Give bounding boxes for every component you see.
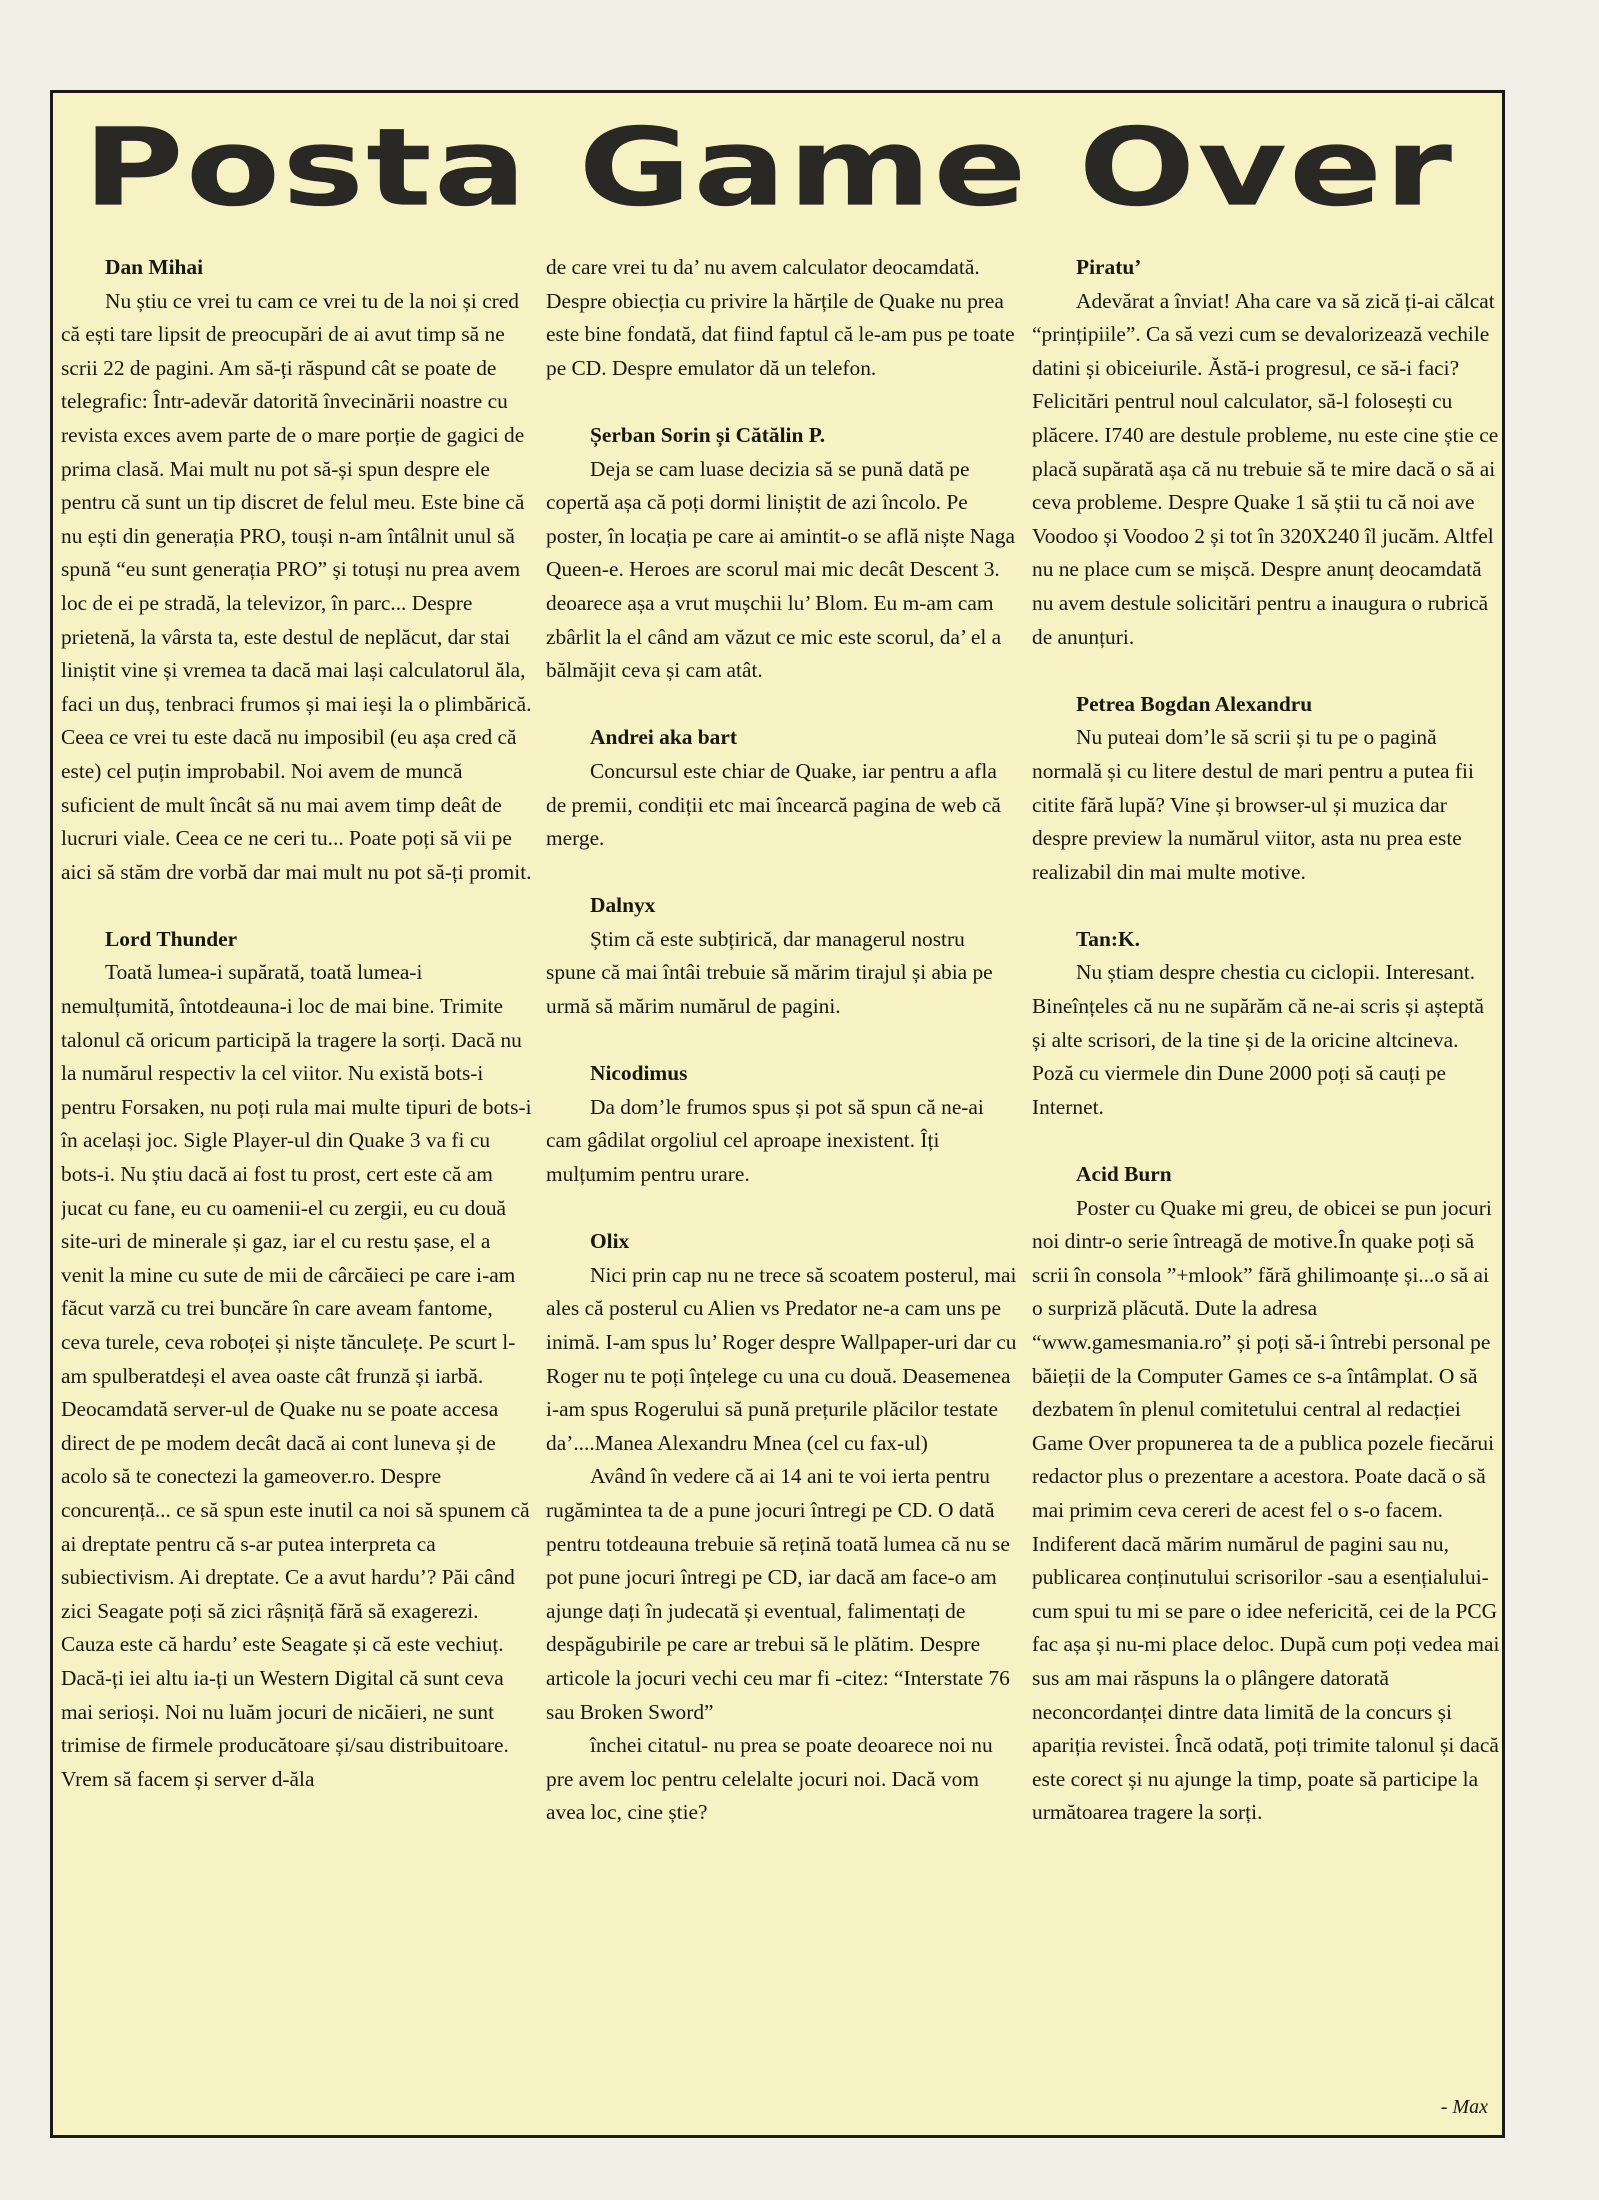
- letter-block: [61, 923, 533, 1796]
- page-title: Posta Game Over: [83, 104, 1455, 231]
- letter-block: [546, 1057, 1019, 1191]
- letter-author: Dan Mihai: [105, 255, 204, 279]
- letter-author: Olix: [590, 1229, 630, 1254]
- letter-block: [546, 419, 1019, 688]
- letter-block: [1032, 688, 1500, 890]
- letter-paragraph: Da dom’le frumos spus și pot să spun că ne-ai cam gâdilat orgoliul cel aproape inexistent. Îți mulțumim pentru urare.: [546, 1094, 984, 1187]
- letter-author: Tan:K.: [1076, 926, 1141, 951]
- letter-paragraph: Având în vedere că ai 14 ani te voi ierta pentru rugămintea ta de a pune jocuri întregi pe CD. O dată pentru totdeauna trebuie să rețină toată lumea că nu se pot pune jocuri întregi pe CD, iar dacă am face-o am ajunge dați în judecată și eventual, falimentați de despăgubirile pe care ar trebui să le plătim. Despre articole la jocuri vechi ceu mar fi -citez: “Interstate 76 sau Broken Sword”: [546, 1464, 1010, 1724]
- letter-paragraph: Adevărat a înviat! Aha care va să zică ți-ai călcat “prințipiile”. Ca să vezi cum se devalorizează vechile datini și obiceiurile. Ăstă-i progresul, ce să-i faci? Felicitări pentrul noul calculator, să-l folosești cu plăcere. I740 are destule probleme, nu este cine știe ce placă supărată așa că nu trebuie să te mire dacă o să ai ceva probleme. Despre Quake 1 să știi tu că noi ave Voodoo și Voodoo 2 și tot în 320X240 îl jucăm. Altfel nu ne place cum se mișcă. Despre anunț deocamdată nu avem destule solicitări pentru a inaugura o rubrică de anunțuri.: [1032, 288, 1499, 649]
- letter-author: Andrei aka bart: [590, 725, 737, 750]
- letter-paragraph: de care vrei tu da’ nu avem calculator deocamdată. Despre obiecția cu privire la hărțile de Quake nu prea este bine fondată, dat fiind faptul că le-am pus pe toate pe CD. Despre emulator dă un telefon.: [546, 255, 1015, 380]
- letter-author: Piratu’: [1076, 255, 1142, 279]
- letter-paragraph: Concursul este chiar de Quake, iar pentru a afla de premii, condiții etc mai încearcă pagina de web că merge.: [546, 758, 1001, 851]
- letter-paragraph: Nici prin cap nu ne trece să scoatem posterul, mai ales că posterul cu Alien vs Predator ne-a cam uns pe inimă. I-am spus lu’ Roger despre Wallpaper-uri dar cu Roger nu te poți înțelege cu una cu două. Deasemenea i-am spus Rogerului să pună prețurile plăcilor testate da’....Manea Alexandru Mnea (cel cu fax-ul): [546, 1262, 1017, 1455]
- letter-paragraph: Nu știam despre chestia cu ciclopii. Interesant. Bineînțeles că nu ne supărăm că ne-ai scris și așteptă și alte scrisori, de la tine și de la oricine altcineva. Poză cu viermele din Dune 2000 poți să cauți pe Internet.: [1032, 960, 1485, 1119]
- letter-block: [61, 251, 533, 889]
- letter-block: [1032, 251, 1500, 654]
- letter-block: [546, 1225, 1019, 1830]
- column-2: [546, 251, 1019, 2101]
- author-signature: - Max: [1440, 2096, 1488, 2118]
- column-3: [1032, 251, 1500, 2101]
- letter-author: Dalnyx: [590, 893, 656, 918]
- letter-author: Lord Thunder: [105, 926, 238, 951]
- letter-block: [1032, 1158, 1500, 1830]
- magazine-page: [50, 90, 1505, 2138]
- letter-paragraph: Știm că este subțirică, dar managerul nostru spune că mai întâi trebuie să mărim tirajul și abia pe urmă să mărim numărul de pagini.: [546, 926, 993, 1019]
- letter-paragraph: Nu puteai dom’le să scrii și tu pe o pagină normală și cu litere destul de mari pentru a putea fii citite fără lupă? Vine și browser-ul și muzica dar despre preview la numărul viitor, asta nu prea este realizabil din mai multe motive.: [1032, 725, 1474, 884]
- letter-block: [546, 889, 1019, 1023]
- letter-block: [546, 721, 1019, 855]
- letter-author: Nicodimus: [590, 1061, 688, 1086]
- letter-author: Șerban Sorin și Cătălin P.: [590, 422, 826, 447]
- letter-block: [546, 251, 1019, 385]
- letter-paragraph: închei citatul- nu prea se poate deoarece noi nu pre avem loc pentru celelalte jocuri noi. Dacă vom avea loc, cine știe?: [546, 1733, 993, 1825]
- letter-paragraph: Deja se cam luase decizia să se pună dată pe copertă așa că poți dormi liniștit de azi încolo. Pe poster, în locația pe care ai amintit-o se află niște Naga Queen-e. Heroes are scorul mai mic decât Descent 3. deoarece așa a vrut mușchii lu’ Blom. Eu m-am cam zbârlit la el când am văzut ce mic este scorul, da’ el a bălmăjit ceva și cam atât.: [546, 456, 1015, 683]
- letter-author: Petrea Bogdan Alexandru: [1076, 691, 1313, 716]
- letter-author: Acid Burn: [1076, 1162, 1172, 1187]
- letter-paragraph: Nu știu ce vrei tu cam ce vrei tu de la noi și cred că ești tare lipsit de preocupări de ai avut timp să ne scrii 22 de pagini. Am să-ți răspund cât se poate de telegrafic: Într-adevăr datorită învecinării noastre cu revista exces avem parte de o mare porție de gagici de prima clasă. Mai mult nu pot să-și spun despre ele pentru că sunt un tip discret de felul meu. Este bine că nu ești din generația PRO, touși n-am întâlnit unul să spună “eu sunt generația PRO” și totuși nu prea avem loc de ei pe stradă, la televizor, în parc... Despre prietenă, la vârsta ta, este destul de neplăcut, dar stai liniștit vine și vremea ta dacă mai lași calculatorul ăla, faci un duș, tenbraci frumos și mai ieși la o plimbărică. Ceea ce vrei tu este dacă nu imposibil (eu așa cred că este) cel puțin improbabil. Noi avem de muncă suficient de mult încât să nu mai avem timp deât de lucruri viale. Ceea ce ne ceri tu... Poate poți să vii pe aici să stăm dre vorbă dar mai mult nu pot să-ți promit.: [61, 288, 532, 884]
- column-1: [61, 251, 533, 2101]
- letter-block: [1032, 923, 1500, 1125]
- letter-paragraph: Poster cu Quake mi greu, de obicei se pun jocuri noi dintr-o serie întreagă de motive.În quake poți să scrii în consola ”+mlook” fără ghilimoanțe și...o să ai o surpriză plăcută. Dute la adresa “www.gamesmania.ro” și poți să-i întrebi personal pe băieții de la Computer Games ce s-a întâmplat. O să dezbatem în plenul comitetului central al redacției Game Over propunerea ta de a publica pozele fiecărui redactor plus o prezentare a acestora. Poate dacă o să mai primim ceva cereri de acest fel o s-o facem. Indiferent dacă mărim numărul de pagini sau nu, publicarea conținutului scrisorilor -sau a esențialului- cum spui tu mi se pare o idee nefericită, cei de la PCG fac așa și nu-mi place deloc. După cum poți vedea mai sus am mai răspuns la o plângere datorată neconcordanței dintre data limită de la concurs și apariția revistei. Încă odată, poți trimite talonul și dacă este corect și nu ajunge la timp, poate să participe la următoarea tragere la sorți.: [1032, 1195, 1500, 1825]
- letter-paragraph: Toată lumea-i supărată, toată lumea-i nemulțumită, întotdeauna-i loc de mai bine. Trimite talonul că oricum participă la tragere la sorți. Dacă nu la numărul respectiv la cel viitor. Nu există bots-i pentru Forsaken, nu poți rula mai multe tipuri de bots-i în același joc. Sigle Player-ul din Quake 3 va fi cu bots-i. Nu știu dacă ai fost tu prost, cert este că am jucat cu fane, eu cu oamenii-el cu zergii, eu cu două site-uri de minerale și gaz, iar el cu restu șase, el a venit la mine cu sute de mii de cârcăieci pe care i-am făcut varză cu trei buncăre în care aveam fantome, ceva turele, ceva roboței și niște tănculețe. Pe scurt l-am spulberatdeși el avea oaste cât frunză și iarbă. Deocamdată server-ul de Quake nu se poate accesa direct de pe modem decât dacă ai cont luneva și de acolo să te conectezi la gameover.ro. Despre concurență... ce să spun este inutil ca noi să spunem că ai dreptate pentru că s-ar putea interpreta ca subiectivism. Ai dreptate. Ce a avut hardu’? Păi când zici Seagate poți să zici râșniță fără să exagerezi. Cauza este că hardu’ este Seagate și că este vechiuț. Dacă-ți iei altu ia-ți un Western Digital că sunt ceva mai serioși. Noi nu luăm jocuri de nicăieri, ne sunt trimise de firmele producătoare și/sau distribuitoare. Vrem să facem și server d-ăla: [61, 960, 532, 1791]
